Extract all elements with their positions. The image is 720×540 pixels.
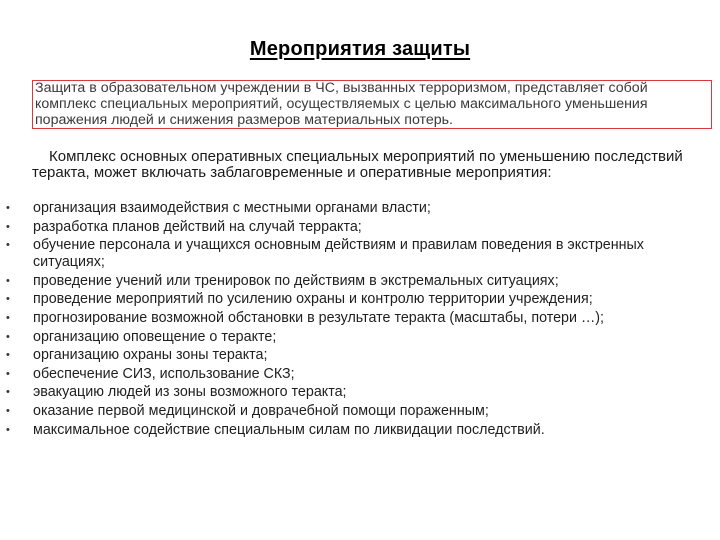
bullet-icon: • [6, 202, 10, 214]
list-item-text: разработка планов действий на случай терракта; [33, 218, 362, 235]
bullet-icon: • [6, 404, 10, 417]
list-item [0, 329, 710, 346]
list-item-text: организацию оповещение о теракте; [33, 328, 277, 345]
page-title: Мероприятия защиты [249, 38, 471, 60]
intro-text-selection[interactable]: Защита в образовательном учреждении в ЧС, вызванных терроризмом, представляет собой комплекс специальных мероприятий, осуществляемых с целью максимального уменьшения поражения людей и снижения размеров материальных потерь. [32, 80, 712, 129]
list-item [0, 366, 710, 383]
list-item-text: эвакуацию людей из зоны возможного теракта; [33, 384, 347, 401]
measures-list [0, 200, 710, 440]
list-item-text: организацию охраны зоны теракта; [33, 347, 268, 364]
bullet-icon: • [6, 274, 10, 287]
list-item [0, 291, 710, 308]
list-item [0, 422, 710, 439]
list-item-text: оказание первой медицинской и доврачебной помощи пораженным; [33, 402, 489, 419]
list-item [0, 310, 710, 327]
list-item [0, 347, 710, 364]
bullet-icon: • [6, 367, 10, 380]
list-item-text: проведение учений или тренировок по действиям в экстремальных ситуациях; [33, 272, 559, 289]
intro-paragraph[interactable] [22, 80, 712, 129]
list-item [0, 200, 710, 217]
list-item [0, 403, 710, 420]
list-item-text: обеспечение СИЗ, использование СКЗ; [33, 365, 295, 382]
list-item-text: максимальное содействие специальным силам по ликвидации последствий. [33, 421, 545, 438]
bullet-icon: • [6, 239, 10, 252]
bullet-icon: • [6, 293, 10, 306]
list-item [0, 219, 710, 236]
bullet-icon: • [6, 423, 10, 436]
bullet-icon: • [6, 386, 10, 399]
bullet-icon: • [6, 349, 10, 362]
list-item [0, 237, 710, 271]
list-item [0, 384, 710, 401]
list-item-text: прогнозирование возможной обстановки в результате теракта (масштабы, потери …); [33, 309, 604, 326]
list-item [0, 273, 710, 290]
list-item-text: обучение персонала и учащихся основным действиям и правилам поведения в экстренных ситуациях; [33, 237, 644, 271]
bullet-icon: • [6, 220, 10, 233]
bullet-icon: • [6, 330, 10, 343]
bullet-icon: • [6, 311, 10, 324]
list-item-text: организация взаимодействия с местными органами власти; [33, 200, 431, 216]
list-item-text: проведение мероприятий по усилению охраны и контролю территории учреждения; [33, 291, 593, 308]
measures-heading: Комплекс основных оперативных специальных мероприятий по уменьшению последствий теракта, может включать заблаговременные и оперативные мероприятия: [32, 148, 683, 181]
